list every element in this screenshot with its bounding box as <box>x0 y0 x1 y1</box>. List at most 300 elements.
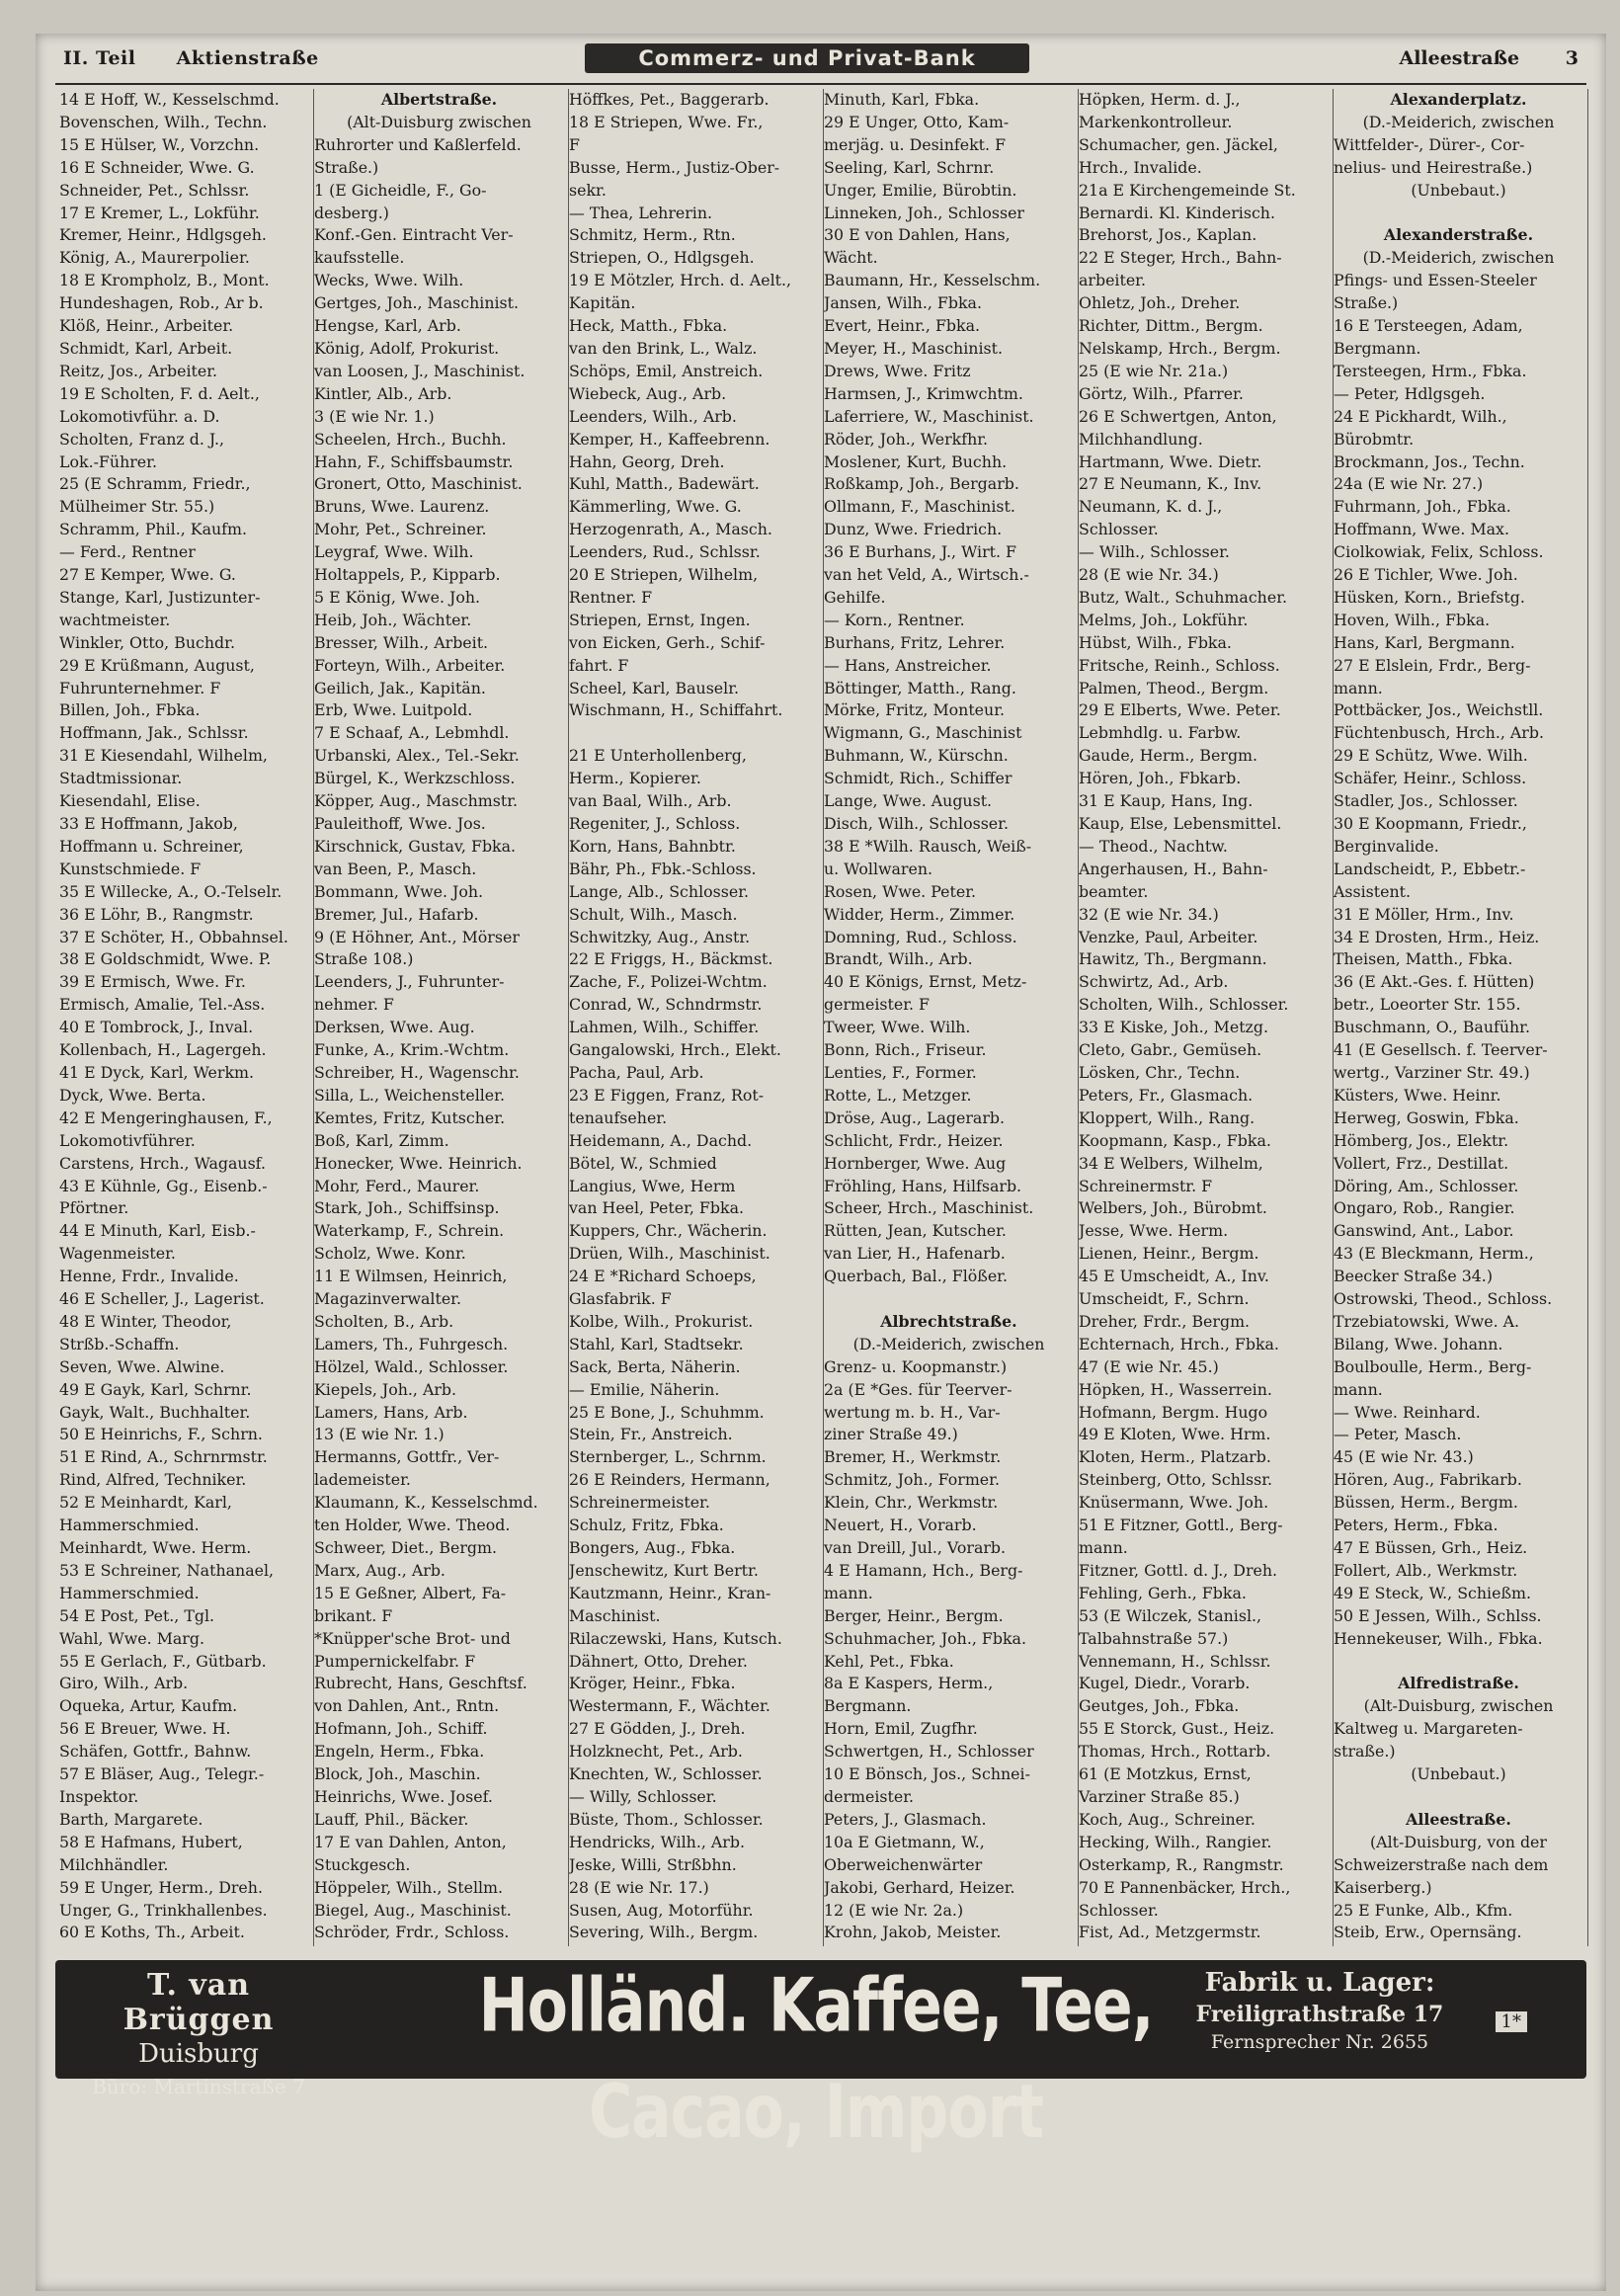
directory-entry: Richter, Dittm., Bergm. <box>1079 316 1263 336</box>
directory-entry: 18 E Striepen, Wwe. Fr., <box>569 112 764 131</box>
directory-entry: Wahl, Wwe. Marg. <box>59 1628 204 1648</box>
directory-entry: 3 (E wie Nr. 1.) <box>314 406 435 426</box>
directory-entry: Umscheidt, F., Schrn. <box>1079 1289 1250 1309</box>
directory-entry: 47 E Büssen, Grh., Heiz. <box>1334 1538 1528 1557</box>
directory-entry: Henne, Frdr., Invalide. <box>59 1267 239 1286</box>
directory-entry: Hecking, Wilh., Rangier. <box>1079 1832 1272 1851</box>
directory-entry: Grenz- u. Koopmanstr.) <box>824 1356 1008 1376</box>
directory-entry: Drews, Wwe. Fritz <box>824 361 971 380</box>
directory-entry: Lenties, F., Former. <box>824 1062 977 1082</box>
directory-entry: Schreinermstr. F <box>1079 1176 1213 1195</box>
directory-entry: 45 (E wie Nr. 43.) <box>1334 1447 1474 1467</box>
directory-entry: (Unbebaut.) <box>1411 1764 1506 1784</box>
directory-entry: Susen, Aug, Motorführ. <box>569 1900 754 1920</box>
directory-entry: Pfings- und Essen-Steeler <box>1334 271 1537 290</box>
directory-entry: Scholten, Wilh., Schlosser. <box>1079 995 1289 1015</box>
directory-entry <box>824 1288 1074 1311</box>
directory-entry: straße.) <box>1334 1742 1396 1762</box>
directory-entry: Stahl, Karl, Stadtsekr. <box>569 1334 744 1353</box>
directory-entry: Hermanns, Gottfr., Ver- <box>314 1447 500 1467</box>
directory-entry: Fröhling, Hans, Hilfsarb. <box>824 1176 1022 1195</box>
directory-entry: Palmen, Theod., Bergm. <box>1079 678 1269 697</box>
directory-entry: Baumann, Hr., Kesselschm. <box>824 271 1041 290</box>
directory-entry: Dunz, Wwe. Friedrich. <box>824 520 1003 539</box>
directory-entry: Kemtes, Fritz, Kutscher. <box>314 1107 506 1127</box>
directory-entry: (D.-Meiderich, zwischen <box>1362 112 1555 131</box>
directory-entry: Holtappels, P., Kipparb. <box>314 565 501 585</box>
directory-entry: Fehling, Gerh., Fbka. <box>1079 1583 1247 1602</box>
directory-entry: Schneider, Pet., Schlssr. <box>59 180 250 200</box>
directory-entry: von Eicken, Gerh., Schif- <box>569 632 766 652</box>
directory-entry: (D.-Meiderich, zwischen <box>852 1334 1045 1353</box>
directory-entry: 30 E Koopmann, Friedr., <box>1334 814 1527 833</box>
directory-entry: Wecks, Wwe. Wilh. <box>314 271 464 290</box>
directory-entry: 44 E Minuth, Karl, Eisb.- <box>59 1221 256 1241</box>
directory-entry: Hüsken, Korn., Briefstg. <box>1334 587 1525 607</box>
header-rule <box>55 83 1586 85</box>
directory-entry: brikant. F <box>314 1605 393 1625</box>
directory-entry: Wächt. <box>824 248 878 268</box>
directory-entry: Kremer, Heinr., Hdlgsgeh. <box>59 225 267 245</box>
directory-entry: van het Veld, A., Wirtsch.- <box>824 565 1029 585</box>
directory-entry: Block, Joh., Maschin. <box>314 1764 481 1784</box>
advertisement <box>55 1960 1586 2156</box>
directory-entry: 46 E Scheller, J., Lagerist. <box>59 1289 265 1309</box>
directory-entry: Lauff, Phil., Bäcker. <box>314 1809 469 1829</box>
directory-entry: Hartmann, Wwe. Dietr. <box>1079 451 1262 471</box>
directory-entry: 45 E Umscheidt, A., Inv. <box>1079 1267 1269 1286</box>
directory-entry: Mohr, Ferd., Maurer. <box>314 1176 480 1195</box>
directory-entry: van Dreill, Jul., Vorarb. <box>824 1538 1007 1557</box>
directory-entry: Bergmann. <box>1334 338 1421 358</box>
directory-entry: Pacha, Paul, Arb. <box>569 1062 704 1082</box>
directory-entry: Koopmann, Kasp., Fbka. <box>1079 1130 1271 1150</box>
directory-entry: Höppeler, Wilh., Stellm. <box>314 1877 504 1897</box>
directory-entry: Moslener, Kurt, Buchh. <box>824 451 1008 471</box>
advertisement-footer <box>55 1954 1586 2260</box>
directory-entry: Jakobi, Gerhard, Heizer. <box>824 1877 1015 1897</box>
directory-entry: Schweer, Diet., Bergm. <box>314 1538 498 1557</box>
directory-entry: Schumacher, gen. Jäckel, <box>1079 134 1278 154</box>
directory-entry: Dröse, Aug., Lagerarb. <box>824 1107 1006 1127</box>
directory-entry: (Alt-Duisburg zwischen <box>347 112 531 131</box>
directory-entry: Strßb.-Schaffn. <box>59 1334 180 1353</box>
directory-entry: Milchhändler. <box>59 1854 169 1874</box>
directory-entry: Kugel, Diedr., Vorarb. <box>1079 1674 1251 1693</box>
directory-entry: Vollert, Frz., Destillat. <box>1334 1153 1509 1173</box>
directory-entry: 29 E Unger, Otto, Kam- <box>824 112 1010 131</box>
directory-entry: Hofmann, Bergm. Hugo <box>1079 1402 1268 1422</box>
directory-entry: 38 E *Wilh. Rausch, Weiß- <box>824 836 1032 856</box>
directory-entry: 29 E Schütz, Wwe. Wilh. <box>1334 746 1528 766</box>
directory-entry: Waterkamp, F., Schrein. <box>314 1221 505 1241</box>
directory-entry: Bernardi. Kl. Kinderisch. <box>1079 203 1275 222</box>
directory-entry: — Thea, Lehrerin. <box>569 203 713 222</box>
directory-entry: germeister. F <box>824 995 931 1015</box>
directory-entry: (Alt-Duisburg, zwischen <box>1363 1696 1554 1716</box>
directory-entry: 22 E Friggs, H., Bäckmst. <box>569 949 773 969</box>
directory-entry: Peters, J., Glasmach. <box>824 1809 987 1829</box>
directory-entry: Peters, Fr., Glasmach. <box>1079 1085 1254 1105</box>
directory-entry: Evert, Heinr., Fbka. <box>824 316 981 336</box>
directory-entry: Ostrowski, Theod., Schloss. <box>1334 1289 1553 1309</box>
directory-entry: Leenders, J., Fuhrunter- <box>314 972 505 992</box>
directory-entry: Drüen, Wilh., Maschinist. <box>569 1244 770 1264</box>
directory-entry: u. Wollwaren. <box>824 859 933 878</box>
directory-entry: 34 E Drosten, Hrm., Heiz. <box>1334 927 1540 946</box>
directory-entry: nelius- und Heirestraße.) <box>1334 157 1533 177</box>
directory-entry: mann. <box>1079 1538 1128 1557</box>
directory-entry: Hengse, Karl, Arb. <box>314 316 461 336</box>
directory-entry: Schreinermeister. <box>569 1493 710 1513</box>
directory-entry: Krohn, Jakob, Meister. <box>824 1923 1002 1942</box>
directory-entry: 51 E Fitzner, Gottl., Berg- <box>1079 1516 1283 1535</box>
directory-entry: 51 E Rind, A., Schrnrmstr. <box>59 1447 268 1467</box>
directory-entry: 20 E Striepen, Wilhelm, <box>569 565 759 585</box>
directory-entry: Dähnert, Otto, Dreher. <box>569 1651 748 1671</box>
ad-phone: Fernsprecher Nr. 2655 <box>1210 2031 1429 2053</box>
directory-entry: Meinhardt, Wwe. Herm. <box>59 1538 252 1557</box>
directory-entry: 32 (E wie Nr. 34.) <box>1079 904 1219 924</box>
directory-entry: Urbanski, Alex., Tel.-Sekr. <box>314 746 520 766</box>
directory-entry: 25 (E Schramm, Friedr., <box>59 474 251 494</box>
directory-entry: 12 (E wie Nr. 2a.) <box>824 1900 964 1920</box>
directory-entry: 33 E Kiske, Joh., Metzg. <box>1079 1018 1269 1037</box>
directory-entry: Stuckgesch. <box>314 1854 411 1874</box>
directory-entry: Oqueka, Artur, Kaufm. <box>59 1696 238 1716</box>
directory-entry: 57 E Bläser, Aug., Telegr.- <box>59 1764 265 1784</box>
directory-entry: Schlicht, Frdr., Heizer. <box>824 1130 1004 1150</box>
directory-entry: 49 E Kloten, Wwe. Hrm. <box>1079 1425 1271 1444</box>
directory-entry: Korn, Hans, Bahnbtr. <box>569 836 736 856</box>
directory-entry: Hören, Aug., Fabrikarb. <box>1334 1470 1522 1490</box>
directory-entry: Bergmann. <box>824 1696 912 1716</box>
directory-entry: 7 E Schaaf, A., Lebmhdl. <box>314 723 510 743</box>
directory-entry: — Wilh., Schlosser. <box>1079 542 1230 562</box>
directory-entry: Wagenmeister. <box>59 1244 176 1264</box>
directory-entry: 40 E Königs, Ernst, Metz- <box>824 972 1027 992</box>
directory-entry: Schmidt, Karl, Arbeit. <box>59 338 233 358</box>
directory-entry: ziner Straße 49.) <box>824 1425 958 1444</box>
directory-entry: Sack, Berta, Näherin. <box>569 1356 741 1376</box>
bank-banner: Commerz- und Privat-Bank <box>585 43 1029 73</box>
directory-entry: (Alt-Duisburg, von der <box>1370 1832 1547 1851</box>
directory-entry: Ollmann, F., Maschinist. <box>824 497 1015 517</box>
directory-entry: Seven, Wwe. Alwine. <box>59 1356 225 1376</box>
directory-entry: Kröger, Heinr., Fbka. <box>569 1674 736 1693</box>
directory-entry: Engeln, Herm., Fbka. <box>314 1742 485 1762</box>
directory-entry: Hömberg, Jos., Elektr. <box>1334 1130 1509 1150</box>
directory-entry: 55 E Gerlach, F., Gütbarb. <box>59 1651 267 1671</box>
directory-entry: van Been, P., Masch. <box>314 859 477 878</box>
ad-fabrik: Fabrik u. Lager: <box>1204 1968 1435 1998</box>
directory-entry: Mörke, Fritz, Monteur. <box>824 700 1006 720</box>
directory-entry: Welbers, Joh., Bürobmt. <box>1079 1198 1267 1218</box>
directory-entry: Domning, Rud., Schloss. <box>824 927 1017 946</box>
directory-entry: Bähr, Ph., Fbk.-Schloss. <box>569 859 757 878</box>
directory-entry: 59 E Unger, Herm., Dreh. <box>59 1877 263 1897</box>
directory-entry: — Wwe. Reinhard. <box>1334 1402 1481 1422</box>
directory-entry: Kolbe, Wilh., Prokurist. <box>569 1311 754 1331</box>
directory-entry: Gangalowski, Hrch., Elekt. <box>569 1040 781 1060</box>
directory-entry: Hawitz, Th., Bergmann. <box>1079 949 1267 969</box>
directory-entry: 25 E Bone, J., Schuhmm. <box>569 1402 765 1422</box>
directory-entry: 24a (E wie Nr. 27.) <box>1334 474 1484 494</box>
directory-entry: 38 E Goldschmidt, Wwe. P. <box>59 949 272 969</box>
directory-page <box>36 34 1606 2291</box>
directory-entry: 35 E Willecke, A., O.-Telselr. <box>59 881 283 901</box>
directory-entry: wachtmeister. <box>59 610 171 629</box>
directory-entry: Schmidt, Rich., Schiffer <box>824 769 1012 788</box>
directory-entry: Unger, Emilie, Bürobtin. <box>824 180 1017 200</box>
directory-entry: Peters, Herm., Fbka. <box>1334 1516 1498 1535</box>
directory-entry: Butz, Walt., Schuhmacher. <box>1079 587 1288 607</box>
directory-entry: Stange, Karl, Justizunter- <box>59 587 261 607</box>
directory-entry: Schwertgen, H., Schlosser <box>824 1742 1034 1762</box>
directory-entry: Ongaro, Rob., Rangier. <box>1334 1198 1515 1218</box>
directory-entry: Dreher, Frdr., Bergm. <box>1079 1311 1251 1331</box>
directory-entry: Meyer, H., Maschinist. <box>824 338 1003 358</box>
directory-entry: Lange, Wwe. August. <box>824 791 993 811</box>
directory-entry <box>1334 203 1583 225</box>
directory-entry: Hammerschmied. <box>59 1516 200 1535</box>
page-number: 3 <box>1565 47 1579 69</box>
directory-entry: *Knüpper'sche Brot- und <box>314 1628 511 1648</box>
directory-entry: Disch, Wilh., Schlosser. <box>824 814 1009 833</box>
directory-entry: Hoffmann, Wwe. Max. <box>1334 520 1509 539</box>
directory-entry: Biegel, Aug., Maschinist. <box>314 1900 512 1920</box>
directory-entry: — Korn., Rentner. <box>824 610 965 629</box>
directory-entry: nehmer. F <box>314 995 394 1015</box>
directory-entry: — Willy, Schlosser. <box>569 1786 717 1806</box>
directory-entry: Osterkamp, R., Rangmstr. <box>1079 1854 1284 1874</box>
column-4 <box>820 89 1079 1946</box>
directory-entry: Fist, Ad., Metzgermstr. <box>1079 1923 1261 1942</box>
directory-entry: Herm., Kopierer. <box>569 769 701 788</box>
directory-entry: Melms, Joh., Lokführ. <box>1079 610 1249 629</box>
directory-entry: 53 (E Wilczek, Stanisl., <box>1079 1605 1262 1625</box>
directory-entry: Straße.) <box>1334 293 1399 313</box>
directory-entry: Brehorst, Jos., Kaplan. <box>1079 225 1257 245</box>
directory-entry: Schmitz, Joh., Former. <box>824 1470 1000 1490</box>
directory-entry: Berger, Heinr., Bergm. <box>824 1605 1004 1625</box>
directory-entry: Hrch., Invalide. <box>1079 157 1202 177</box>
directory-entry: 26 E Tichler, Wwe. Joh. <box>1334 565 1518 585</box>
directory-entry: Bonn, Rich., Friseur. <box>824 1040 987 1060</box>
directory-entry: 19 E Mötzler, Hrch. d. Aelt., <box>569 271 792 290</box>
directory-entry: Höffkes, Pet., Baggerarb. <box>569 90 770 109</box>
ad-company-block <box>85 1968 312 2098</box>
directory-entry: Lahmen, Wilh., Schiffer. <box>569 1018 760 1037</box>
directory-entry: (Unbebaut.) <box>1411 180 1506 200</box>
directory-entry: Hammerschmied. <box>59 1583 200 1602</box>
directory-entry: Klöß, Heinr., Arbeiter. <box>59 316 234 336</box>
directory-entry: Leygraf, Wwe. Wilh. <box>314 542 474 562</box>
directory-entry: Stein, Fr., Anstreich. <box>569 1425 733 1444</box>
directory-entry: Wigmann, G., Maschinist <box>824 723 1022 743</box>
directory-entry: Hofmann, Joh., Schiff. <box>314 1719 488 1739</box>
directory-entry: Scheer, Hrch., Maschinist. <box>824 1198 1034 1218</box>
directory-entry: Hoven, Wilh., Fbka. <box>1334 610 1491 629</box>
directory-entry: Rotte, L., Metzger. <box>824 1085 972 1105</box>
directory-entry: Alleestraße. <box>1406 1809 1511 1829</box>
directory-entry: — Peter, Masch. <box>1334 1425 1462 1444</box>
ad-address: Freiligrathstraße 17 <box>1195 2002 1444 2027</box>
directory-entry: Lösken, Chr., Techn. <box>1079 1062 1241 1082</box>
directory-entry: Hahn, F., Schiffsbaumstr. <box>314 451 514 471</box>
directory-entry: Pauleithoff, Wwe. Jos. <box>314 814 486 833</box>
directory-entry: Kapitän. <box>569 293 636 313</box>
directory-entry: Döring, Am., Schlosser. <box>1334 1176 1519 1195</box>
directory-entry: Berginvalide. <box>1334 836 1439 856</box>
directory-entry: 19 E Scholten, F. d. Aelt., <box>59 383 260 403</box>
column-6 <box>1330 89 1588 1946</box>
directory-entry: Giro, Wilh., Arb. <box>59 1674 189 1693</box>
directory-entry: Oberweichenwärter <box>824 1854 983 1874</box>
directory-entry: 52 E Meinhardt, Karl, <box>59 1493 232 1513</box>
directory-entry: 36 E Löhr, B., Rangmstr. <box>59 904 254 924</box>
directory-entry: 49 E Gayk, Karl, Schrnr. <box>59 1379 252 1399</box>
directory-entry: 36 (E Akt.-Ges. f. Hütten) <box>1334 972 1535 992</box>
directory-entry: 48 E Winter, Theodor, <box>59 1311 232 1331</box>
directory-entry: sekr. <box>569 180 607 200</box>
directory-entry: Bovenschen, Wilh., Techn. <box>59 112 268 131</box>
directory-entry: König, Adolf, Prokurist. <box>314 338 500 358</box>
directory-entry: Bresser, Wilh., Arbeit. <box>314 632 489 652</box>
ad-office: Büro: Martinstraße 7 <box>92 2075 305 2098</box>
directory-entry: Kiepels, Joh., Arb. <box>314 1379 457 1399</box>
directory-entry: 10a E Gietmann, W., <box>824 1832 985 1851</box>
directory-entry: Beecker Straße 34.) <box>1334 1267 1493 1286</box>
directory-entry: — Ferd., Rentner <box>59 542 196 562</box>
directory-entry: Hölzel, Wald., Schlosser. <box>314 1356 509 1376</box>
directory-entry: Bötel, W., Schmied <box>569 1153 717 1173</box>
directory-entry: Lamers, Hans, Arb. <box>314 1402 468 1422</box>
directory-entry: Pförtner. <box>59 1198 129 1218</box>
directory-entry: Schramm, Phil., Kaufm. <box>59 520 248 539</box>
directory-entry: Knechten, W., Schlosser. <box>569 1764 763 1784</box>
directory-entry: 14 E Hoff, W., Kesselschmd. <box>59 90 280 109</box>
directory-entry: Wischmann, H., Schiffahrt. <box>569 700 783 720</box>
directory-entry: Buschmann, O., Bauführ. <box>1334 1018 1531 1037</box>
directory-entry: van Baal, Wilh., Arb. <box>569 791 732 811</box>
directory-entry: Alfredistraße. <box>1398 1674 1519 1693</box>
directory-entry: Boulboulle, Herm., Berg- <box>1334 1356 1532 1376</box>
directory-entry: Kuppers, Chr., Wächerin. <box>569 1221 768 1241</box>
directory-entry: Talbahnstraße 57.) <box>1079 1628 1229 1648</box>
page-header <box>36 34 1606 81</box>
directory-entry: Gertges, Joh., Maschinist. <box>314 293 520 313</box>
directory-entry: Hoffmann u. Schreiner, <box>59 836 244 856</box>
directory-entry: 70 E Pannenbäcker, Hrch., <box>1079 1877 1291 1897</box>
directory-entry <box>314 1944 564 1946</box>
directory-entry: Kautzmann, Heinr., Kran- <box>569 1583 771 1602</box>
directory-entry: Theisen, Matth., Fbka. <box>1334 949 1513 969</box>
directory-entry: 30 E von Dahlen, Hans, <box>824 225 1011 245</box>
directory-entry: 26 E Schwertgen, Anton, <box>1079 406 1277 426</box>
directory-entry: Stadtmissionar. <box>59 769 183 788</box>
directory-entry: Röder, Joh., Werkfhr. <box>824 429 989 449</box>
column-5 <box>1075 89 1334 1946</box>
directory-entry: Scholten, B., Arb. <box>314 1311 454 1331</box>
directory-entry: Görtz, Wilh., Pfarrer. <box>1079 383 1244 403</box>
directory-entry: 43 E Kühnle, Gg., Eisenb.- <box>59 1176 268 1195</box>
directory-entry: Hübst, Wilh., Fbka. <box>1079 632 1232 652</box>
directory-entry: Schmitz, Herm., Rtn. <box>569 225 736 245</box>
directory-entry: Leenders, Rud., Schlssr. <box>569 542 761 562</box>
directory-entry: Leenders, Wilh., Arb. <box>569 406 737 426</box>
directory-entry: Brandt, Wilh., Arb. <box>824 949 973 969</box>
directory-entry: Trzebiatowski, Wwe. A. <box>1334 1311 1520 1331</box>
directory-entry: Assistent. <box>1334 881 1412 901</box>
directory-entry: 43 (E Bleckmann, Herm., <box>1334 1244 1534 1264</box>
directory-entry: Scheelen, Hrch., Buchh. <box>314 429 507 449</box>
directory-entry: arbeiter. <box>1079 271 1147 290</box>
directory-entry: Winkler, Otto, Buchdr. <box>59 632 235 652</box>
directory-entry: Schäfer, Heinr., Schloss. <box>1334 769 1527 788</box>
directory-entry: Regeniter, J., Schloss. <box>569 814 741 833</box>
directory-entry: fahrt. F <box>569 655 629 675</box>
directory-entry <box>1079 1944 1329 1946</box>
directory-entry: Hornberger, Wwe. Aug <box>824 1153 1007 1173</box>
directory-entry: Schuhmacher, Joh., Fbka. <box>824 1628 1026 1648</box>
directory-entry: Milchhandlung. <box>1079 429 1203 449</box>
directory-entry: Jenschewitz, Kurt Bertr. <box>569 1560 759 1580</box>
directory-entry: Tersteegen, Hrm., Fbka. <box>1334 361 1527 380</box>
street-range-start: Aktienstraße <box>176 47 319 69</box>
directory-entry: Lebmhdlg. u. Farbw. <box>1079 723 1242 743</box>
directory-entry: Heck, Matth., Fbka. <box>569 316 728 336</box>
directory-entry: 39 E Ermisch, Wwe. Fr. <box>59 972 246 992</box>
directory-entry: wertung m. b. H., Var- <box>824 1402 1001 1422</box>
directory-entry: Cleto, Gabr., Gemüseh. <box>1079 1040 1262 1060</box>
directory-entry: 29 E Krüßmann, August, <box>59 655 255 675</box>
directory-entry: Bruns, Wwe. Laurenz. <box>314 497 490 517</box>
directory-entry: Magazinverwalter. <box>314 1289 462 1309</box>
directory-entry: Geilich, Jak., Kapitän. <box>314 678 486 697</box>
directory-entry: Rind, Alfred, Techniker. <box>59 1470 247 1490</box>
directory-entry: Striepen, O., Hdlgsgeh. <box>569 248 755 268</box>
directory-entry: Heib, Joh., Wächter. <box>314 610 472 629</box>
directory-entry: Büste, Thom., Schlosser. <box>569 1809 764 1829</box>
directory-entry: 25 E Funke, Alb., Kfm. <box>1334 1900 1513 1920</box>
directory-entry <box>59 1944 309 1946</box>
directory-entry: Höpken, Herm. d. J., <box>1079 90 1241 109</box>
directory-entry: 21 E Unterhollenberg, <box>569 746 747 766</box>
directory-entry: Wiebeck, Aug., Arb. <box>569 383 727 403</box>
directory-entry: Kaltweg u. Margareten- <box>1334 1719 1523 1739</box>
directory-entry: — Peter, Hdlgsgeh. <box>1334 383 1486 403</box>
directory-entry: Lok.-Führer. <box>59 451 157 471</box>
directory-entry: 28 (E wie Nr. 34.) <box>1079 565 1219 585</box>
directory-entry: van Loosen, J., Maschinist. <box>314 361 526 380</box>
directory-entry: 31 E Kiesendahl, Wilhelm, <box>59 746 268 766</box>
directory-entry: Rilaczewski, Hans, Kutsch. <box>569 1628 782 1648</box>
directory-entry: Billen, Joh., Fbka. <box>59 700 201 720</box>
directory-entry: mann. <box>824 1583 873 1602</box>
directory-entry: 21a E Kirchengemeinde St. <box>1079 180 1296 200</box>
directory-entry: 55 E Storck, Gust., Heiz. <box>1079 1719 1275 1739</box>
directory-entry: Böttinger, Matth., Rang. <box>824 678 1016 697</box>
directory-entry: Schweizerstraße nach dem <box>1334 1854 1549 1874</box>
directory-entry: 26 E Reinders, Hermann, <box>569 1470 770 1490</box>
directory-entry: Ruhrorter und Kaßlerfeld. <box>314 134 522 154</box>
directory-entry: Kaiserberg.) <box>1334 1877 1432 1897</box>
directory-entry: 41 (E Gesellsch. f. Teerver- <box>1334 1040 1548 1060</box>
directory-entry: Scholz, Wwe. Konr. <box>314 1244 466 1264</box>
directory-entry: Barth, Margarete. <box>59 1809 203 1829</box>
directory-entry: Heinrichs, Wwe. Josef. <box>314 1786 493 1806</box>
